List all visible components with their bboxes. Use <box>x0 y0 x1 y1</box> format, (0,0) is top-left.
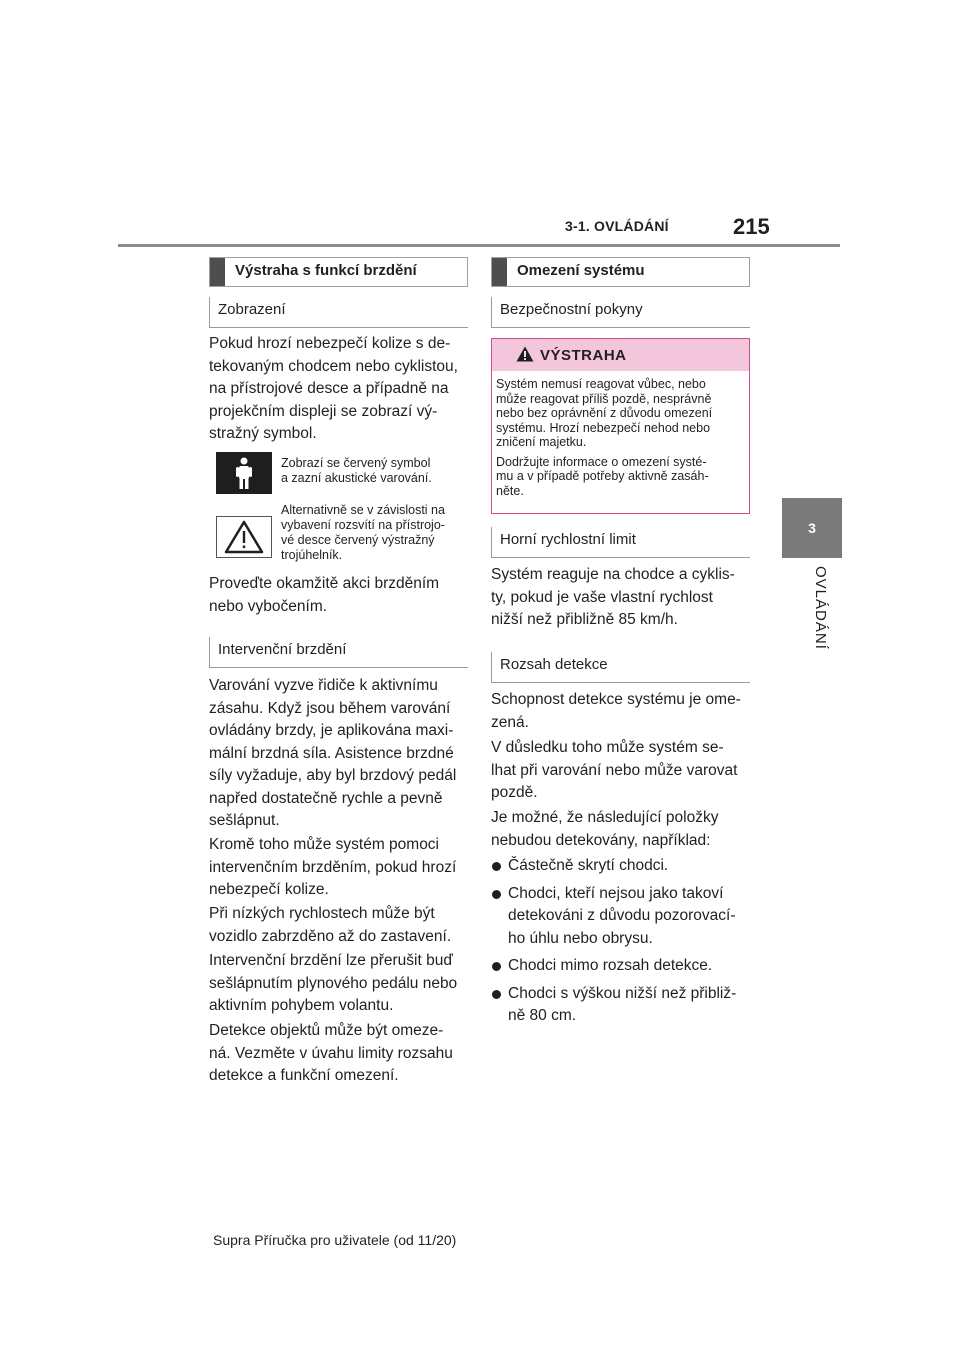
subheading-text: Zobrazení <box>218 301 286 318</box>
section-label: 3-1. OVLÁDÁNÍ <box>565 218 669 234</box>
chapter-number: 3 <box>808 520 816 536</box>
icon-description: Zobrazí se červený symbol a zazní akustické varování. <box>281 456 432 485</box>
paragraph: Při nízkých rychlostech může být vozidlo zabrzděno až do zastavení. <box>209 905 452 945</box>
paragraph: Pokud hrozí nebezpečí kolize s de- tekovaným chodcem nebo cyklistou, na přístrojové desce a případně na projekčním displeji se zobrazí vý- stražný symbol. <box>209 335 458 442</box>
warning-text: Dodržujte informace o omezení systé- mu a v případě potřeby aktivně zasáh- něte. <box>496 454 709 498</box>
warning-header <box>492 339 749 371</box>
subheading-detection-range <box>491 652 750 683</box>
section-header-braking-warning <box>209 257 468 287</box>
subheading-intervention-braking <box>209 637 468 668</box>
paragraph: Intervenční brzdění lze přerušit buď sešlápnutím plynového pedálu nebo aktivním pohybem volantu. <box>209 952 458 1014</box>
paragraph: Kromě toho může systém pomoci intervenčním brzděním, pokud hrozí nebezpečí kolize. <box>209 836 457 898</box>
section-title: Výstraha s funkcí brzdění <box>235 262 417 279</box>
warning-triangle-icon <box>216 516 272 558</box>
subheading-safety <box>491 297 750 328</box>
subheading-text: Horní rychlostní limit <box>500 531 636 548</box>
paragraph: Schopnost detekce systému je ome- zená. <box>491 691 741 731</box>
list-item: Chodci mimo rozsah detekce. <box>491 955 756 978</box>
bullet-list <box>491 855 756 1033</box>
page-number: 215 <box>733 214 770 239</box>
icon-description: Alternativně se v závislosti na vybavení rozsvítí na přístrojo- vé desce červený výstražný trojúhelník. <box>281 503 445 562</box>
subheading-text: Rozsah detekce <box>500 656 608 673</box>
paragraph: Je možné, že následující položky nebudou detekovány, například: <box>491 809 719 849</box>
paragraph: Varování vyzve řidiče k aktivnímu zásahu. Když jsou během varování ovládány brzdy, je aplikována maxi- mální brzdná síla. Asistence brzdné síly vyžaduje, aby byl brzdový pedál napřed dostatečně rychle a pevně sešlápnut. <box>209 677 457 829</box>
subheading-display <box>209 297 468 328</box>
warning-title: VÝSTRAHA <box>540 347 627 364</box>
section-header-system-limits <box>491 257 750 287</box>
header-rule <box>118 244 840 247</box>
pedestrian-warning-icon <box>216 452 272 494</box>
list-item: Částečně skrytí chodci. <box>491 855 756 878</box>
paragraph: Systém reaguje na chodce a cyklis- ty, pokud je vaše vlastní rychlost nižší než přibližně 85 km/h. <box>491 566 735 628</box>
subheading-text: Bezpečnostní pokyny <box>500 301 643 318</box>
warning-body <box>496 377 746 503</box>
section-title: Omezení systému <box>517 262 645 279</box>
subheading-speed-limit <box>491 527 750 558</box>
paragraph: Detekce objektů může být omeze- ná. Vezměte v úvahu limity rozsahu detekce a funkční omezení. <box>209 1022 453 1084</box>
list-item: Chodci, kteří nejsou jako takoví detekováni z důvodu pozorovací- ho úhlu nebo obrysu. <box>491 883 756 951</box>
warning-triangle-icon <box>516 346 534 362</box>
list-item: Chodci s výškou nižší než přibliž- ně 80 cm. <box>491 983 756 1028</box>
paragraph: V důsledku toho může systém se- lhat při varování nebo může varovat pozdě. <box>491 739 738 801</box>
warning-text: Systém nemusí reagovat vůbec, nebo může reagovat příliš pozdě, nesprávně nebo bez oprávnění z důvodu omezení systému. Hrozí nebezpečí nehod nebo zničení majetku. <box>496 377 713 449</box>
section-marker <box>210 258 225 286</box>
warning-box <box>491 338 750 514</box>
footer-text: Supra Příručka pro uživatele (od 11/20) <box>213 1232 457 1248</box>
paragraph: Proveďte okamžitě akci brzděním nebo vybočením. <box>209 575 440 615</box>
section-marker <box>492 258 507 286</box>
subheading-text: Intervenční brzdění <box>218 641 347 658</box>
chapter-label: OVLÁDÁNÍ <box>812 566 829 650</box>
chapter-tab <box>782 498 842 558</box>
